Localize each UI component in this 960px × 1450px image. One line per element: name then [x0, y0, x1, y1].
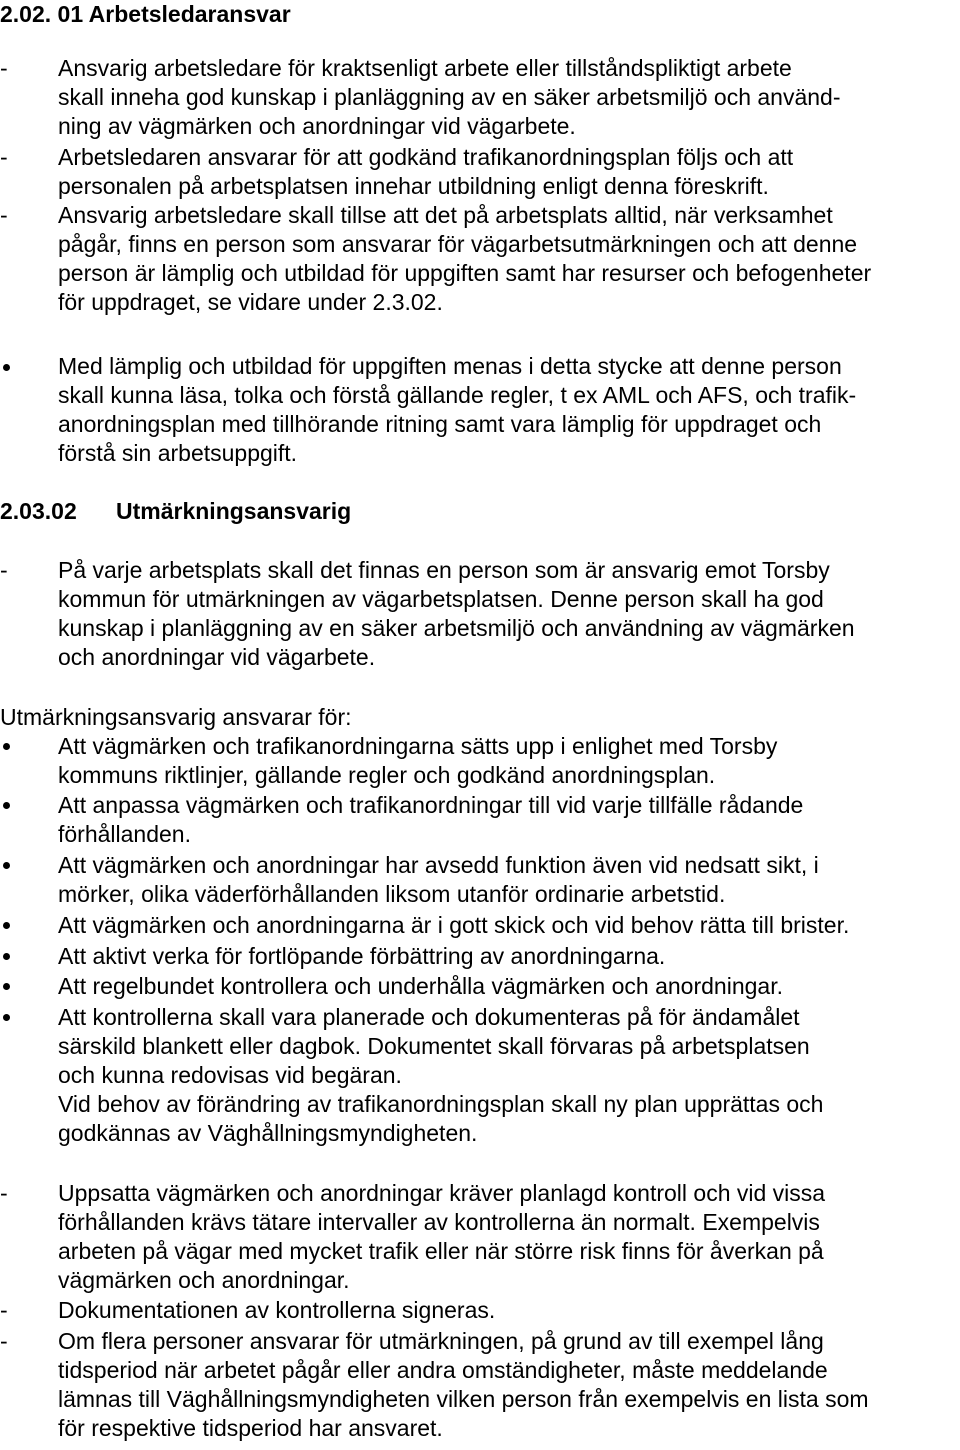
paragraph-line: På varje arbetsplats skall det finnas en person som är ansvarig emot Torsby — [58, 557, 830, 583]
dash-marker: - — [0, 1328, 8, 1354]
paragraph-line: Ansvarig arbetsledare för kraktsenligt arbete eller tillståndspliktigt arbete — [58, 55, 792, 81]
section-number: 2.03.02 — [0, 498, 77, 524]
paragraph-line: Om flera personer ansvarar för utmärkningen, på grund av till exempel lång — [58, 1328, 824, 1354]
bullet-line: Vid behov av förändring av trafikanordningsplan skall ny plan upprättas och — [58, 1091, 824, 1117]
section-heading-2-02: 2.02. 01 Arbetsledaransvar — [0, 1, 291, 27]
paragraph-line: kommun för utmärkningen av vägarbetsplatsen. Denne person skall ha god — [58, 586, 824, 612]
paragraph-line: förstå sin arbetsuppgift. — [58, 440, 298, 466]
paragraph-line: vägmärken och anordningar. — [58, 1267, 350, 1293]
dash-marker: - — [0, 1297, 8, 1323]
dash-marker: - — [0, 1180, 8, 1206]
responsibilities-intro: Utmärkningsansvarig ansvarar för: — [0, 704, 352, 730]
bullet-line: Att regelbundet kontrollera och underhålla vägmärken och anordningar. — [58, 973, 783, 999]
paragraph-line: kunskap i planläggning av en säker arbetsmiljö och användning av vägmärken — [58, 615, 855, 641]
paragraph-line: skall inneha god kunskap i planläggning av en säker arbetsmiljö och använd- — [58, 84, 841, 110]
paragraph-line: arbeten på vägar med mycket trafik eller när större risk finns för åverkan på — [58, 1238, 824, 1264]
bullet-line: Att vägmärken och anordningarna är i gott skick och vid behov rätta till brister. — [58, 912, 850, 938]
bullet-icon — [3, 983, 10, 990]
paragraph-line: pågår, finns en person som ansvarar för vägarbetsutmärkningen och att denne — [58, 231, 858, 257]
bullet-line: Att vägmärken och anordningar har avsedd funktion även vid nedsatt sikt, i — [58, 852, 819, 878]
paragraph-line: tidsperiod när arbetet pågår eller andra omständigheter, måste meddelande — [58, 1357, 828, 1383]
paragraph-line: Arbetsledaren ansvarar för att godkänd trafikanordningsplan följs och att — [58, 144, 794, 170]
paragraph-line: och anordningar vid vägarbete. — [58, 644, 376, 670]
paragraph-line: förhållanden krävs tätare intervaller av kontrollerna än normalt. Exempelvis — [58, 1209, 820, 1235]
bullet-line: Att kontrollerna skall vara planerade och dokumenteras på för ändamålet — [58, 1004, 800, 1030]
bullet-icon — [3, 802, 10, 809]
bullet-line: Att aktivt verka för fortlöpande förbättring av anordningarna. — [58, 943, 666, 969]
bullet-line: förhållanden. — [58, 821, 191, 847]
bullet-line: kommuns riktlinjer, gällande regler och godkänd anordningsplan. — [58, 762, 716, 788]
dash-marker: - — [0, 202, 8, 228]
bullet-line: och kunna redovisas vid begäran. — [58, 1062, 402, 1088]
paragraph-line: Ansvarig arbetsledare skall tillse att det på arbetsplats alltid, när verksamhet — [58, 202, 833, 228]
section-title: Utmärkningsansvarig — [116, 498, 352, 524]
bullet-line: särskild blankett eller dagbok. Dokumentet skall förvaras på arbetsplatsen — [58, 1033, 810, 1059]
dash-marker: - — [0, 144, 8, 170]
bullet-icon — [3, 862, 10, 869]
paragraph-line: ning av vägmärken och anordningar vid vägarbete. — [58, 113, 576, 139]
paragraph-line: för respektive tidsperiod har ansvaret. — [58, 1415, 443, 1441]
bullet-icon — [3, 1014, 10, 1021]
bullet-icon — [3, 953, 10, 960]
bullet-line: Att anpassa vägmärken och trafikanordningar till vid varje tillfälle rådande — [58, 792, 804, 818]
bullet-icon — [3, 922, 10, 929]
dash-marker: - — [0, 55, 8, 81]
paragraph-line: lämnas till Väghållningsmyndigheten vilken person från exempelvis en lista som — [58, 1386, 869, 1412]
bullet-line: Att vägmärken och trafikanordningarna sätts upp i enlighet med Torsby — [58, 733, 778, 759]
bullet-line: godkännas av Väghållningsmyndigheten. — [58, 1120, 478, 1146]
paragraph-line: person är lämplig och utbildad för uppgiften samt har resurser och befogenheter — [58, 260, 872, 286]
paragraph-line: skall kunna läsa, tolka och förstå gällande regler, t ex AML och AFS, och trafik- — [58, 382, 857, 408]
paragraph-line: Dokumentationen av kontrollerna signeras. — [58, 1297, 496, 1323]
paragraph-line: Uppsatta vägmärken och anordningar kräver planlagd kontroll och vid vissa — [58, 1180, 826, 1206]
bullet-icon — [3, 743, 10, 750]
bullet-icon — [3, 364, 10, 371]
dash-marker: - — [0, 557, 8, 583]
paragraph-line: Med lämplig och utbildad för uppgiften menas i detta stycke att denne person — [58, 353, 842, 379]
paragraph-line: personalen på arbetsplatsen innehar utbildning enligt denna föreskrift. — [58, 173, 769, 199]
bullet-line: mörker, olika väderförhållanden liksom utanför ordinarie arbetstid. — [58, 881, 726, 907]
paragraph-line: för uppdraget, se vidare under 2.3.02. — [58, 289, 443, 315]
paragraph-line: anordningsplan med tillhörande ritning samt vara lämplig för uppdraget och — [58, 411, 822, 437]
